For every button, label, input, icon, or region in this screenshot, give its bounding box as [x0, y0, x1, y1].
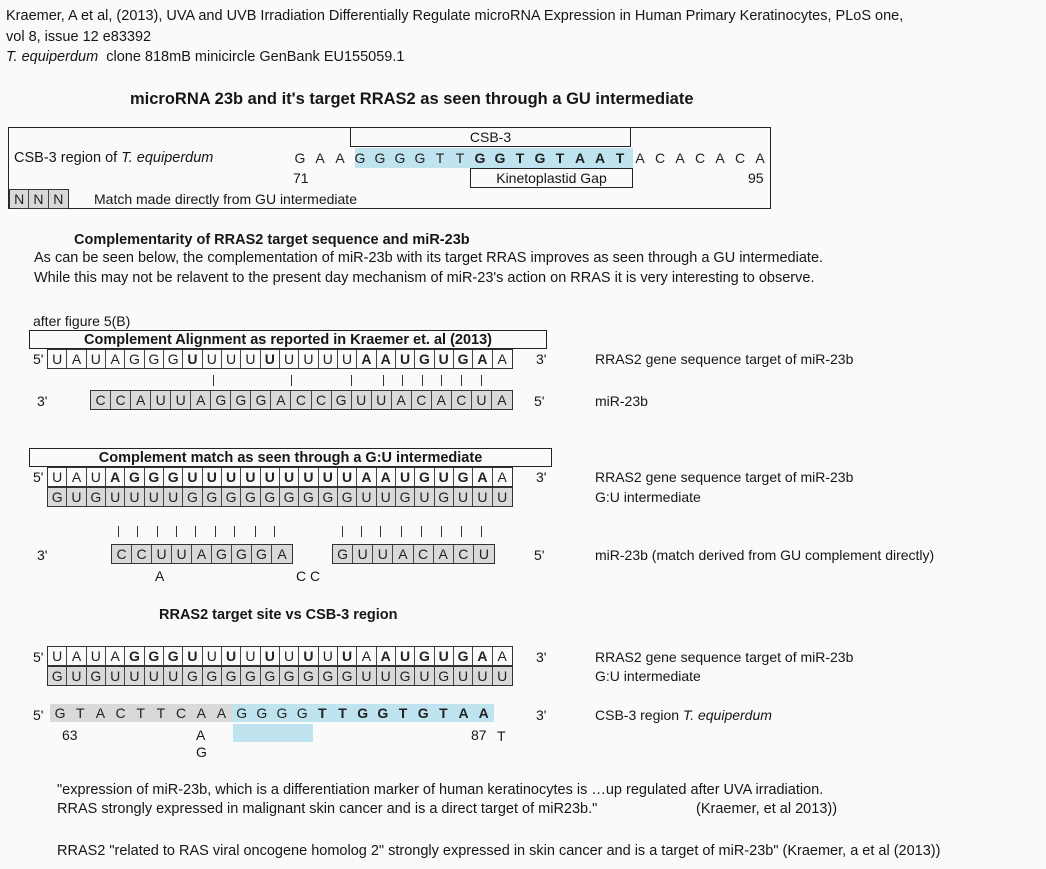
nucleotide: A — [473, 647, 492, 665]
fig3-heading: RRAS2 target site vs CSB-3 region — [159, 607, 398, 623]
fig3-end-t: T — [497, 728, 506, 744]
fig2-header: Complement match as seen through a G:U intermediate — [29, 448, 552, 467]
clone-text: clone 818mB minicircle GenBank EU155059.1 — [106, 49, 405, 65]
nucleotide: U — [241, 350, 260, 368]
base-pair-tick — [215, 526, 216, 537]
nucleotide: G — [183, 667, 202, 685]
nucleotide: A — [106, 647, 125, 665]
base-pair-tick — [255, 526, 256, 537]
base-pair-tick — [351, 375, 352, 386]
nucleotide: U — [222, 647, 241, 665]
nucleotide: A — [357, 647, 376, 665]
nucleotide: U — [319, 468, 338, 486]
nucleotide: U — [396, 350, 415, 368]
nucleotide: G — [232, 545, 252, 563]
nucleotide: U — [357, 488, 376, 506]
nucleotide: G — [145, 350, 164, 368]
nucleotide: G — [125, 350, 144, 368]
base-pair-tick — [380, 526, 381, 537]
nucleotide: N — [29, 190, 48, 208]
nucleotide: A — [357, 468, 376, 486]
fig2-below-cc: C C — [296, 568, 321, 584]
nucleotide: G — [183, 488, 202, 506]
base-pair-tick — [441, 526, 442, 537]
nucleotide: G — [338, 667, 357, 685]
fig3-gu-intermediate-sequence — [47, 666, 513, 686]
fig3-top-3prime: 3' — [536, 649, 547, 665]
base-pair-tick — [461, 526, 462, 537]
nucleotide: U — [87, 647, 106, 665]
base-pair-tick — [421, 526, 422, 537]
nucleotide: A — [191, 704, 211, 722]
fig2-below-a: A — [155, 568, 165, 584]
nucleotide: G — [251, 391, 271, 409]
nucleotide: G — [396, 667, 415, 685]
fig3-gu-label: G:U intermediate — [595, 668, 701, 684]
nucleotide: G — [353, 704, 373, 722]
base-pair-tick — [118, 526, 119, 537]
base-pair-tick — [361, 526, 362, 537]
nucleotide: G — [454, 468, 473, 486]
nucleotide: U — [352, 391, 372, 409]
nucleotide: A — [392, 391, 412, 409]
base-pair-tick — [342, 526, 343, 537]
nucleotide: G — [252, 545, 272, 563]
nucleotide: T — [151, 704, 171, 722]
nucleotide: U — [222, 468, 241, 486]
nucleotide: U — [415, 488, 434, 506]
nucleotide: U — [319, 647, 338, 665]
nucleotide: U — [454, 488, 473, 506]
quote-2: RRAS2 "related to RAS viral oncogene homolog 2" strongly expressed in skin cancer and is a target of miR-23b" (Kraemer, a et al (2013)) — [57, 843, 941, 859]
nucleotide: U — [241, 647, 260, 665]
citation-line-2: vol 8, issue 12 e83392 — [6, 29, 152, 45]
fig3-insert-a: A — [196, 727, 206, 743]
nucleotide: G — [241, 667, 260, 685]
csb3-label: CSB-3 — [469, 129, 512, 145]
fig3-top-5prime: 5' — [33, 649, 44, 665]
fig1-top-5prime: 5' — [33, 351, 44, 367]
base-pair-tick — [401, 526, 402, 537]
citation-line-1: Kraemer, A et al, (2013), UVA and UVB Irradiation Differentially Regulate microRNA Expression in Human Primary Keratinocytes, PLoS one, — [6, 8, 904, 24]
nucleotide: G — [332, 391, 352, 409]
nucleotide: A — [272, 545, 292, 563]
csb3-start-position: 71 — [293, 170, 309, 186]
nucleotide: C — [654, 150, 666, 166]
nucleotide: A — [473, 468, 492, 486]
nucleotide: G — [125, 647, 144, 665]
nucleotide: G — [164, 647, 183, 665]
nucleotide: C — [291, 391, 311, 409]
nucleotide: G — [50, 704, 70, 722]
nucleotide: A — [497, 648, 507, 664]
nucleotide: A — [357, 350, 376, 368]
nucleotide: T — [312, 704, 332, 722]
nucleotide: G — [373, 704, 393, 722]
nucleotide: U — [474, 545, 494, 563]
nucleotide: U — [164, 488, 183, 506]
nucleotide: U — [151, 391, 171, 409]
fig3-pos-start: 63 — [62, 727, 78, 743]
nucleotide: A — [594, 150, 606, 166]
nucleotide: G — [333, 545, 353, 563]
fig1-bottom-label: miR-23b — [595, 393, 648, 409]
nucleotide: G — [454, 350, 473, 368]
nucleotide: U — [299, 647, 318, 665]
nucleotide: G — [222, 667, 241, 685]
nucleotide: T — [615, 150, 625, 166]
fig1-bottom-5prime: 5' — [534, 393, 545, 409]
nucleotide: U — [125, 488, 144, 506]
csb3-sequence — [290, 149, 770, 169]
nucleotide: G — [261, 667, 280, 685]
nucleotide: C — [694, 150, 706, 166]
nucleotide: U — [377, 488, 396, 506]
fig2-rras2-sequence — [47, 467, 513, 487]
nucleotide: G — [280, 667, 299, 685]
legend-cells — [9, 189, 69, 209]
nucleotide: G — [87, 667, 106, 685]
nucleotide: C — [112, 545, 132, 563]
nucleotide: U — [280, 647, 299, 665]
nucleotide: G — [319, 667, 338, 685]
nucleotide: A — [106, 350, 125, 368]
base-pair-tick — [481, 375, 482, 386]
nucleotide: A — [675, 150, 685, 166]
nucleotide: G — [435, 667, 454, 685]
citation-line-3 — [6, 50, 404, 65]
nucleotide: T — [435, 150, 445, 166]
fig2-gu-label: G:U intermediate — [595, 489, 701, 505]
nucleotide: G — [494, 150, 506, 166]
csb3-label-box — [350, 127, 631, 147]
nucleotide: A — [377, 647, 396, 665]
nucleotide: C — [111, 391, 131, 409]
nucleotide: A — [635, 150, 645, 166]
fig2-top-5prime: 5' — [33, 469, 44, 485]
nucleotide: G — [203, 667, 222, 685]
nucleotide: T — [332, 704, 352, 722]
nucleotide: U — [125, 667, 144, 685]
nucleotide: U — [435, 647, 454, 665]
nucleotide: U — [261, 468, 280, 486]
nucleotide: A — [271, 391, 291, 409]
nucleotide: U — [493, 667, 512, 685]
nucleotide: U — [280, 468, 299, 486]
base-pair-tick — [422, 375, 423, 386]
nucleotide: G — [48, 488, 67, 506]
base-pair-tick — [195, 526, 196, 537]
nucleotide: T — [433, 704, 453, 722]
nucleotide: G — [222, 488, 241, 506]
nucleotide: U — [152, 545, 172, 563]
base-pair-tick — [176, 526, 177, 537]
nucleotide: A — [393, 545, 413, 563]
nucleotide: G — [261, 488, 280, 506]
nucleotide: A — [574, 150, 586, 166]
legend-text: Match made directly from GU intermediate — [94, 191, 357, 207]
nucleotide: G — [292, 704, 312, 722]
nucleotide: U — [299, 468, 318, 486]
nucleotide: U — [172, 545, 192, 563]
base-pair-tick — [481, 526, 482, 537]
nucleotide: U — [415, 667, 434, 685]
nucleotide: U — [261, 350, 280, 368]
nucleotide: U — [338, 350, 357, 368]
quote-1-citation: (Kraemer, et al 2013)) — [696, 801, 838, 817]
fig3-top-label: RRAS2 gene sequence target of miR-23b — [595, 649, 854, 665]
nucleotide: C — [414, 545, 434, 563]
nucleotide: G — [415, 468, 434, 486]
nucleotide: G — [319, 488, 338, 506]
complementarity-heading: Complementarity of RRAS2 target sequence and miR-23b — [74, 232, 470, 248]
nucleotide: A — [497, 469, 507, 485]
nucleotide: G — [252, 704, 272, 722]
nucleotide: U — [493, 488, 512, 506]
fig3-csb-label: CSB-3 region T. equiperdum — [595, 707, 772, 723]
base-pair-tick — [461, 375, 462, 386]
nucleotide: A — [211, 704, 231, 722]
nucleotide: G — [87, 488, 106, 506]
nucleotide: A — [192, 545, 212, 563]
nucleotide: U — [203, 350, 222, 368]
nucleotide: T — [131, 704, 151, 722]
csb3-end-position: 95 — [748, 170, 764, 186]
nucleotide: A — [67, 647, 86, 665]
nucleotide: G — [299, 667, 318, 685]
nucleotide: U — [338, 468, 357, 486]
nucleotide: A — [755, 150, 765, 166]
after-figure-label: after figure 5(B) — [33, 313, 131, 329]
nucleotide: U — [183, 350, 202, 368]
nucleotide: U — [48, 647, 67, 665]
nucleotide: U — [473, 667, 492, 685]
nucleotide: C — [734, 150, 746, 166]
fig2-gu-intermediate-sequence — [47, 487, 513, 507]
nucleotide: U — [396, 468, 415, 486]
fig1-header: Complement Alignment as reported in Kraemer et. al (2013) — [29, 330, 547, 349]
nucleotide: G — [415, 350, 434, 368]
nucleotide: G — [272, 704, 292, 722]
nucleotide: C — [454, 545, 474, 563]
base-pair-tick — [213, 375, 214, 386]
nucleotide: U — [319, 350, 338, 368]
fig1-bottom-3prime: 3' — [37, 393, 48, 409]
nucleotide: U — [357, 667, 376, 685]
fig2-top-3prime: 3' — [536, 469, 547, 485]
nucleotide: G — [474, 150, 486, 166]
nucleotide: G — [338, 488, 357, 506]
nucleotide: G — [294, 150, 306, 166]
nucleotide: G — [280, 488, 299, 506]
nucleotide: U — [183, 468, 202, 486]
base-pair-tick — [291, 375, 292, 386]
nucleotide: U — [48, 350, 67, 368]
nucleotide: T — [455, 150, 465, 166]
nucleotide: A — [492, 391, 512, 409]
nucleotide: C — [452, 391, 472, 409]
kinetoplastid-gap-box — [470, 168, 633, 188]
nucleotide: U — [372, 391, 392, 409]
nucleotide: G — [534, 150, 546, 166]
base-pair-tick — [137, 526, 138, 537]
nucleotide: A — [67, 350, 86, 368]
nucleotide: A — [434, 545, 454, 563]
nucleotide: G — [231, 391, 251, 409]
nucleotide: G — [414, 150, 426, 166]
nucleotide: G — [164, 468, 183, 486]
base-pair-tick — [402, 375, 403, 386]
nucleotide: N — [10, 190, 29, 208]
nucleotide: U — [261, 647, 280, 665]
nucleotide: C — [171, 704, 191, 722]
nucleotide: N — [49, 190, 68, 208]
nucleotide: U — [106, 667, 125, 685]
fig2-mir-3prime: 3' — [37, 547, 48, 563]
fig3-pos-end: 87 — [471, 727, 487, 743]
nucleotide: A — [474, 704, 494, 722]
fig2-mir-5prime: 5' — [534, 547, 545, 563]
page-title: microRNA 23b and it's target RRAS2 as seen through a GU intermediate — [130, 90, 694, 108]
kinetoplastid-gap-label: Kinetoplastid Gap — [496, 170, 607, 186]
nucleotide: U — [241, 468, 260, 486]
nucleotide: U — [106, 488, 125, 506]
nucleotide: U — [164, 667, 183, 685]
nucleotide: C — [412, 391, 432, 409]
nucleotide: U — [338, 647, 357, 665]
nucleotide: G — [435, 488, 454, 506]
nucleotide: A — [497, 351, 507, 367]
nucleotide: G — [211, 391, 231, 409]
nucleotide: C — [111, 704, 131, 722]
base-pair-tick — [274, 526, 275, 537]
fig3-gap-highlight — [233, 724, 313, 742]
fig2-mir23b-seq-b — [332, 544, 495, 564]
nucleotide: G — [374, 150, 386, 166]
nucleotide: U — [67, 667, 86, 685]
nucleotide: U — [280, 350, 299, 368]
nucleotide: G — [394, 150, 406, 166]
nucleotide: G — [212, 545, 232, 563]
nucleotide: U — [145, 667, 164, 685]
nucleotide: G — [145, 468, 164, 486]
nucleotide: A — [106, 468, 125, 486]
nucleotide: A — [131, 391, 151, 409]
nucleotide: G — [145, 647, 164, 665]
nucleotide: U — [87, 468, 106, 486]
fig1-top-3prime: 3' — [536, 351, 547, 367]
nucleotide: A — [191, 391, 211, 409]
nucleotide: A — [432, 391, 452, 409]
nucleotide: G — [125, 468, 144, 486]
nucleotide: T — [393, 704, 413, 722]
nucleotide: A — [315, 150, 325, 166]
nucleotide: A — [90, 704, 110, 722]
nucleotide: G — [454, 647, 473, 665]
nucleotide: T — [70, 704, 90, 722]
base-pair-tick — [383, 375, 384, 386]
nucleotide: A — [67, 468, 86, 486]
nucleotide: U — [473, 488, 492, 506]
quote-1-line-1: "expression of miR-23b, which is a differentiation marker of human keratinocytes is …up regulated after UVA irradiation. — [57, 782, 824, 798]
nucleotide: U — [353, 545, 373, 563]
fig2-mir-label: miR-23b (match derived from GU complement directly) — [595, 547, 935, 563]
nucleotide: U — [145, 488, 164, 506]
fig3-csb3-sequence — [50, 704, 494, 724]
nucleotide: A — [377, 468, 396, 486]
nucleotide: U — [454, 667, 473, 685]
nucleotide: G — [48, 667, 67, 685]
base-pair-tick — [234, 526, 235, 537]
species-name: T. equiperdum — [6, 49, 99, 65]
csb3-region-label: CSB-3 region of T. equiperdum — [14, 150, 214, 166]
nucleotide: A — [453, 704, 473, 722]
fig2-mir23b-seq-a — [111, 544, 293, 564]
fig3-csb-5prime: 5' — [33, 707, 44, 723]
nucleotide: G — [241, 488, 260, 506]
nucleotide: U — [87, 350, 106, 368]
quote-1-line-2: RRAS strongly expressed in malignant skin cancer and is a direct target of miR23b." — [57, 801, 598, 817]
nucleotide: A — [715, 150, 725, 166]
nucleotide: U — [377, 667, 396, 685]
nucleotide: G — [396, 488, 415, 506]
complementarity-paragraph-2: While this may not be relavent to the present day mechanism of miR-23's action on RRAS it is very interesting to observe. — [34, 270, 815, 286]
nucleotide: T — [555, 150, 565, 166]
nucleotide: U — [48, 468, 67, 486]
nucleotide: C — [312, 391, 332, 409]
nucleotide: U — [373, 545, 393, 563]
nucleotide: T — [515, 150, 525, 166]
fig1-mir23b-sequence — [90, 390, 513, 410]
nucleotide: G — [203, 488, 222, 506]
nucleotide: U — [203, 468, 222, 486]
nucleotide: G — [354, 150, 366, 166]
fig3-csb-3prime: 3' — [536, 707, 547, 723]
nucleotide: G — [164, 350, 183, 368]
nucleotide: C — [132, 545, 152, 563]
nucleotide: U — [171, 391, 191, 409]
nucleotide: U — [396, 647, 415, 665]
nucleotide: G — [232, 704, 252, 722]
fig2-top-label: RRAS2 gene sequence target of miR-23b — [595, 469, 854, 485]
nucleotide: U — [67, 488, 86, 506]
fig1-top-label: RRAS2 gene sequence target of miR-23b — [595, 351, 854, 367]
nucleotide: U — [183, 647, 202, 665]
nucleotide: U — [435, 350, 454, 368]
nucleotide: C — [91, 391, 111, 409]
complementarity-paragraph-1: As can be seen below, the complementation of miR-23b with its target RRAS improves as seen through a GU intermediate. — [34, 250, 824, 266]
nucleotide: A — [473, 350, 492, 368]
nucleotide: U — [472, 391, 492, 409]
nucleotide: U — [203, 647, 222, 665]
nucleotide: U — [222, 350, 241, 368]
fig3-rras2-sequence — [47, 646, 513, 666]
nucleotide: A — [377, 350, 396, 368]
nucleotide: U — [435, 468, 454, 486]
nucleotide: G — [299, 488, 318, 506]
base-pair-tick — [441, 375, 442, 386]
nucleotide: G — [415, 647, 434, 665]
fig3-insert-g: G — [196, 744, 207, 760]
base-pair-tick — [157, 526, 158, 537]
fig1-rras2-sequence — [47, 349, 513, 369]
nucleotide: A — [335, 150, 345, 166]
nucleotide: U — [299, 350, 318, 368]
nucleotide: G — [413, 704, 433, 722]
